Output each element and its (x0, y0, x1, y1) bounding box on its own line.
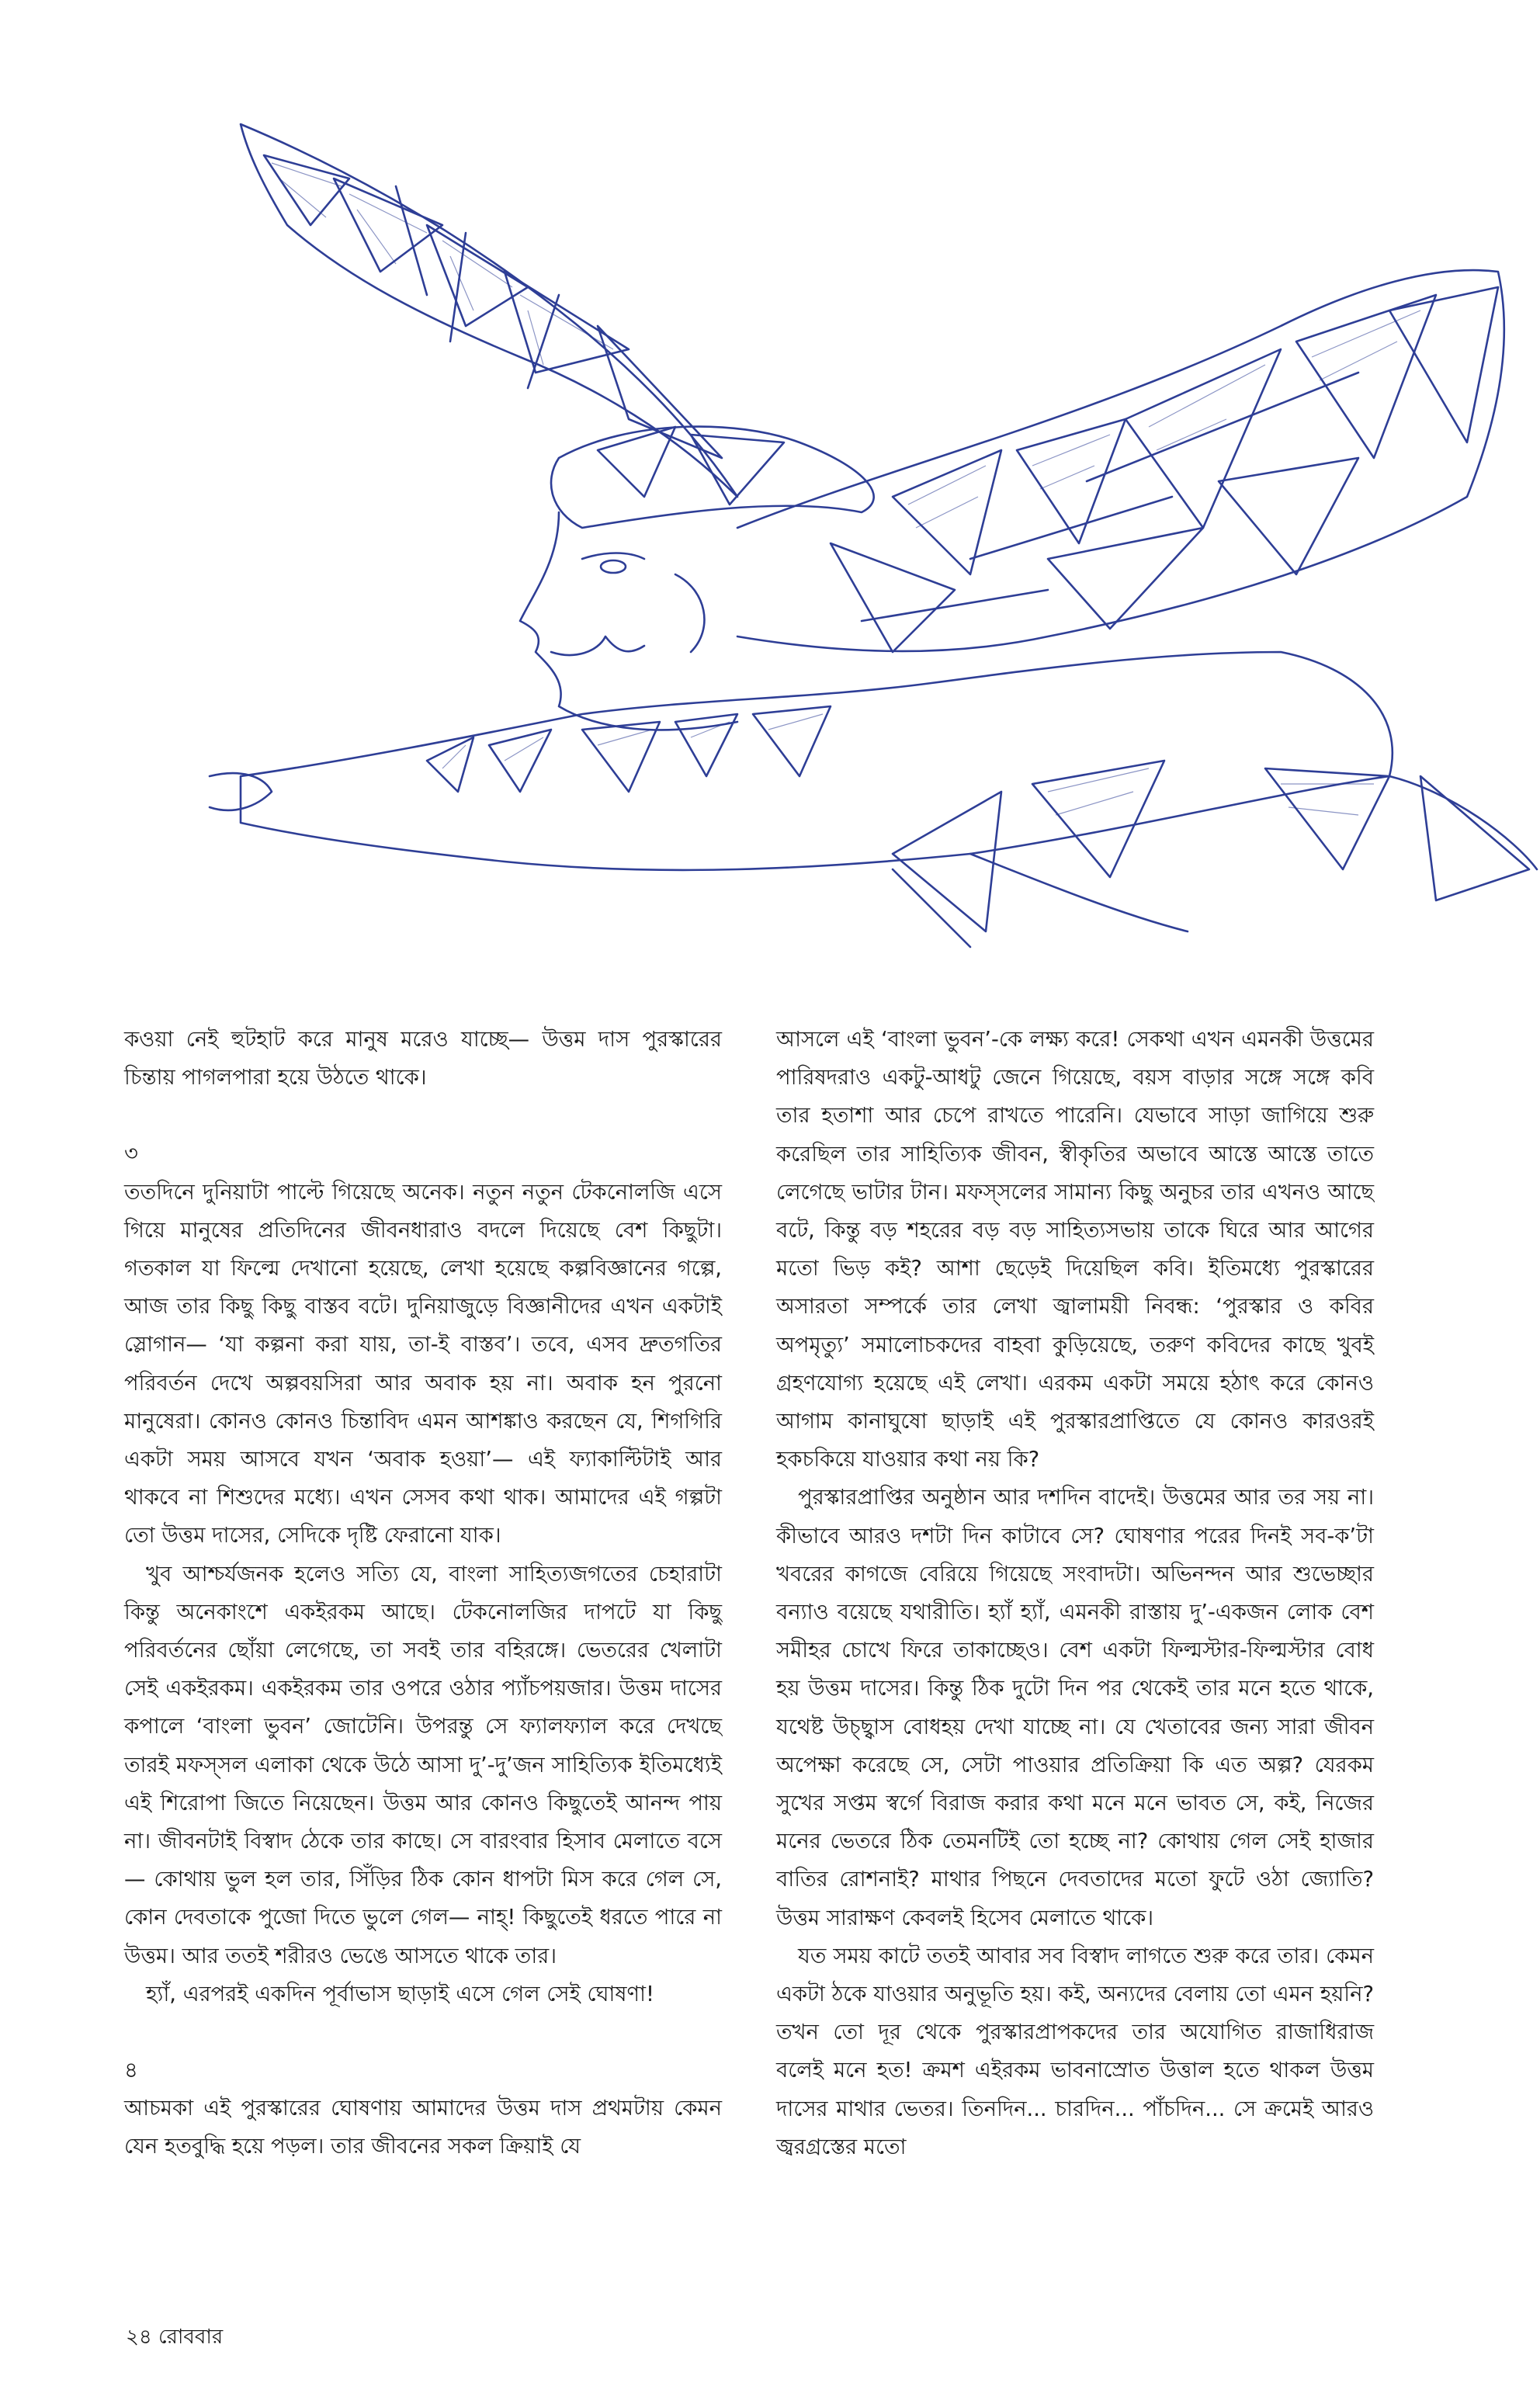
paragraph: খুব আশ্চর্যজনক হলেও সত্যি যে, বাংলা সাহিত্যজগতের চেহারাটা কিন্তু অনেকাংশে একইরকম আছে। টেকনোলজির দাপটে যা কিছু পরিবর্তনের ছোঁয়া লেগেছে, তা সবই তার বহিরঙ্গে। ভেতরের খেলাটা সেই একইরকম। একইরকম তার ওপরে ওঠার প্যাঁচপয়জার। উত্তম দাসের কপালে ‘বাংলা ভুবন’ জোটেনি। উপরন্তু সে ফ্যালফ্যাল করে দেখছে তারই মফস্‌সল এলাকা থেকে উঠে আসা দু’-দু’জন সাহিত্যিক ইতিমধ্যেই এই শিরোপা জিতে নিয়েছেন। উত্তম আর কোনও কিছুতেই আনন্দ পায় না। জীবনটাই বিস্বাদ ঠেকে তার কাছে। সে বারংবার হিসাব মেলাতে বসে— কোথায় ভুল হল তার, সিঁড়ির ঠিক কোন ধাপটা মিস করে গেল সে, কোন দেবতাকে পুজো দিতে ভুলে গেল— নাহ্‌! কিছুতেই ধরতে পারে না উত্তম। আর ততই শরীরও ভেঙে আসতে থাকে তার। (124, 1562, 722, 1968)
left-column (124, 1021, 722, 2166)
flying-figure-sketch-icon (194, 93, 1540, 970)
right-column (776, 1021, 1374, 2166)
section-number: ৪ (124, 2058, 138, 2083)
page-footer: ২৪ রোববার (126, 2325, 224, 2349)
paragraph: পুরস্কারপ্রাপ্তির অনুষ্ঠান আর দশদিন বাদেই। উত্তমের আর তর সয় না। কীভাবে আরও দশটা দিন কাটাবে সে? ঘোষণার পরের দিনই সব-ক’টা খবরের কাগজে বেরিয়ে গিয়েছে সংবাদটা। অভিনন্দন আর শুভেচ্ছার বন্যাও বয়েছে যথারীতি। হ্যাঁ হ্যাঁ, এমনকী রাস্তায় দু’-একজন লোক বেশ সমীহর চোখে ফিরে তাকাচ্ছেও। বেশ একটা ফিল্মস্টার-ফিল্মস্টার বোধ হয় উত্তম দাসের। কিন্তু ঠিক দুটো দিন পর থেকেই তার মনে হতে থাকে, যথেষ্ট উচ্ছ্বাস বোধহয় দেখা যাচ্ছে না। যে খেতাবের জন্য সারা জীবন অপেক্ষা করেছে সে, সেটা পাওয়ার প্রতিক্রিয়া কি এত অল্প? যেরকম সুখের সপ্তম স্বর্গে বিরাজ করার কথা মনে মনে ভাবত সে, কই, নিজের মনের ভেতরে ঠিক তেমনটিই তো হচ্ছে না? কোথায় গেল সেই হাজার বাতির রোশনাই? মাথার পিছনে দেবতাদের মতো ফুটে ওঠা জ্যোতি? উত্তম সারাক্ষণ কেবলই হিসেব মেলাতে থাকে। (776, 1486, 1374, 1930)
paragraph: আসলে এই ‘বাংলা ভুবন’-কে লক্ষ্য করে! সেকথা এখন এমনকী উত্তমের পারিষদরাও একটু-আধটু জেনে গিয়েছে, বয়স বাড়ার সঙ্গে সঙ্গে কবি তার হতাশা আর চেপে রাখতে পারেনি। যেভাবে সাড়া জাগিয়ে শুরু করেছিল তার সাহিত্যিক জীবন, স্বীকৃতির অভাবে আস্তে আস্তে তাতে লেগেছে ভাটার টান। মফস্‌সলের সামান্য কিছু অনুচর তার এখনও আছে বটে, কিন্তু বড় শহরের বড় বড় সাহিত্যসভায় তাকে ঘিরে আর আগের মতো ভিড় কই? আশা ছেড়েই দিয়েছিল কবি। ইতিমধ্যে পুরস্কারের অসারতা সম্পর্কে তার লেখা জ্বালাময়ী নিবন্ধ: ‘পুরস্কার ও কবির অপমৃত্যু’ সমালোচকদের বাহবা কুড়িয়েছে, তরুণ কবিদের কাছে খুবই গ্রহণযোগ্য হয়েছে এই লেখা। এরকম একটা সময়ে হঠাৎ করে কোনও আগাম কানাঘুষো ছাড়াই এই পুরস্কারপ্রাপ্তিতে যে কোনও কারওরই হকচকিয়ে যাওয়ার কথা নয় কি? (776, 1028, 1374, 1472)
paragraph: কওয়া নেই হুটহাট করে মানুষ মরেও যাচ্ছে— উত্তম দাস পুরস্কারের চিন্তায় পাগলপারা হয়ে উঠতে থাকে। (124, 1028, 722, 1091)
paragraph: আচমকা এই পুরস্কারের ঘোষণায় আমাদের উত্তম দাস প্রথমটায় কেমন যেন হতবুদ্ধি হয়ে পড়ল। তার জীবনের সকল ক্রিয়াই যে (124, 2096, 722, 2159)
paragraph: যত সময় কাটে ততই আবার সব বিস্বাদ লাগতে শুরু করে তার। কেমন একটা ঠকে যাওয়ার অনুভূতি হয়। কই, অন্যদের বেলায় তো এমন হয়নি? তখন তো দূর থেকে পুরস্কারপ্রাপকদের তার অযোগিত রাজাধিরাজ বলেই মনে হত! ক্রমশ এইরকম ভাবনাস্রোত উত্তাল হতে থাকল উত্তম দাসের মাথার ভেতর। তিনদিন... চারদিন... পাঁচদিন... সে ক্রমেই আরও জ্বরগ্রস্তের মতো (776, 1944, 1374, 2159)
paragraph: হ্যাঁ, এরপরই একদিন পূর্বাভাস ছাড়াই এসে গেল সেই ঘোষণা! (146, 1982, 654, 2006)
section-number: ৩ (124, 1142, 138, 1167)
paragraph: ততদিনে দুনিয়াটা পাল্টে গিয়েছে অনেক। নতুন নতুন টেকনোলজি এসে গিয়ে মানুষের প্রতিদিনের জীবনধারাও বদলে দিয়েছে বেশ কিছুটা। গতকাল যা ফিল্মে দেখানো হয়েছে, লেখা হয়েছে কল্পবিজ্ঞানের গল্পে, আজ তার কিছু কিছু বাস্তব বটে। দুনিয়াজুড়ে বিজ্ঞানীদের এখন একটাই স্লোগান— ‘যা কল্পনা করা যায়, তা-ই বাস্তব’। তবে, এসব দ্রুতগতির পরিবর্তন দেখে অল্পবয়সিরা আর অবাক হয় না। অবাক হন পুরনো মানুষেরা। কোনও কোনও চিন্তাবিদ এমন আশঙ্কাও করছেন যে, শিগগিরি একটা সময় আসবে যখন ‘অবাক হওয়া’— এই ফ্যাকাল্টিটাই আর থাকবে না শিশুদের মধ্যে। এখন সেসব কথা থাক। আমাদের এই গল্পটা তো উত্তম দাসের, সেদিকে দৃষ্টি ফেরানো যাক। (124, 1180, 722, 1549)
